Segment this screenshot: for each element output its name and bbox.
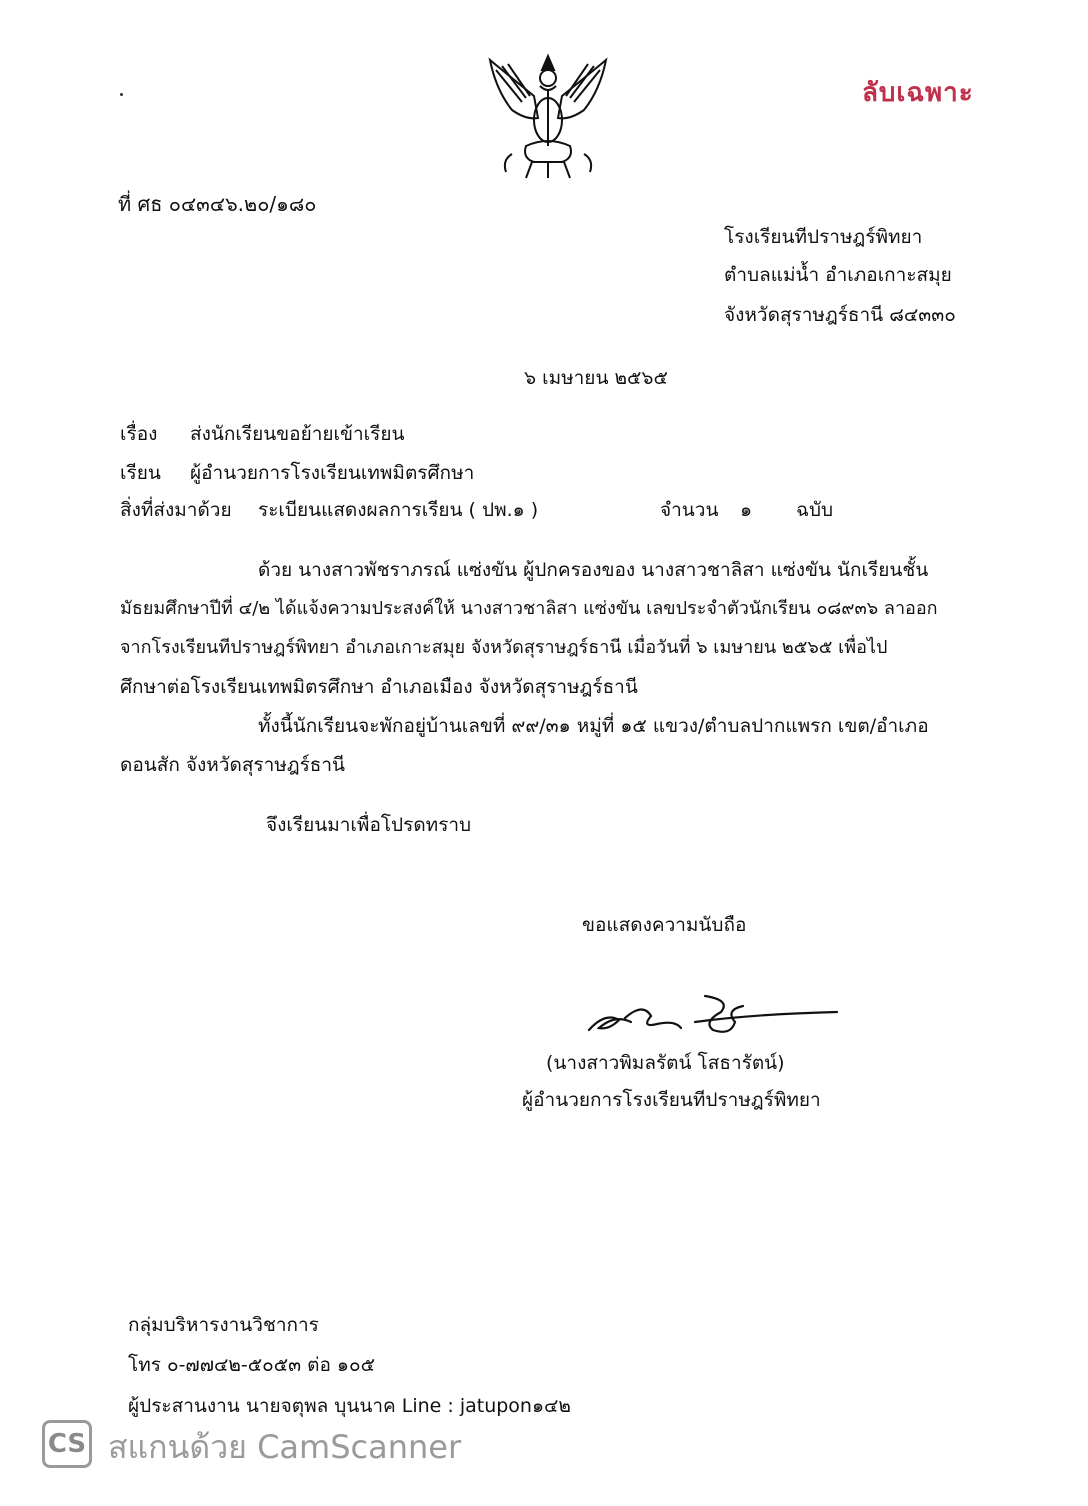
scan-speck — [120, 93, 123, 96]
body-paragraph-2-line-1: ทั้งนี้นักเรียนจะพักอยู่บ้านเลขที่ ๙๙/๓๑ หมู่ที่ ๑๕ แขวง/ตำบลปากแพรก เขต/อำเภอ — [258, 715, 929, 737]
enclosure-count-label: จำนวน — [660, 499, 719, 521]
subject-text: ส่งนักเรียนขอย้ายเข้าเรียน — [190, 423, 405, 445]
body-paragraph-1-line-4: ศึกษาต่อโรงเรียนเทพมิตรศึกษา อำเภอเมือง จังหวัดสุราษฎร์ธานี — [120, 676, 638, 698]
closing-line: จึงเรียนมาเพื่อโปรดทราบ — [266, 814, 472, 836]
enclosure-unit: ฉบับ — [796, 499, 834, 521]
document-number: ที่ ศธ ๐๔๓๔๖.๒๐/๑๘๐ — [118, 192, 317, 216]
regards: ขอแสดงความนับถือ — [582, 914, 747, 936]
footer-coordinator: ผู้ประสานงาน นายจตุพล บุนนาค Line : jatupon๑๔๒ — [128, 1395, 571, 1417]
garuda-emblem-icon — [482, 50, 614, 182]
signer-name: (นางสาวพิมลรัตน์ โสธารัตน์) — [546, 1052, 785, 1074]
camscanner-watermark: สแกนด้วย CamScanner — [108, 1428, 462, 1466]
camscanner-logo-icon: CS — [42, 1420, 92, 1468]
body-paragraph-1-line-2: มัธยมศึกษาปีที่ ๔/๒ ได้แจ้งความประสงค์ให้ นางสาวชาลิสา แซ่งขัน เลขประจำตัวนักเรียน ๐๘๙๓๖ ลาออก — [120, 598, 938, 619]
sender-address-line-2: ตำบลแม่น้ำ อำเภอเกาะสมุย — [724, 264, 952, 286]
enclosure-text: ระเบียนแสดงผลการเรียน ( ปพ.๑ ) — [258, 499, 539, 521]
enclosure-label: สิ่งที่ส่งมาด้วย — [120, 499, 232, 521]
sender-address-line-3: จังหวัดสุราษฎร์ธานี ๘๔๓๓๐ — [724, 304, 956, 326]
body-paragraph-1-line-3: จากโรงเรียนทีปราษฎร์พิทยา อำเภอเกาะสมุย จังหวัดสุราษฎร์ธานี เมื่อวันที่ ๖ เมษายน ๒๕๖๕ เพื่อไป — [120, 637, 888, 658]
letter-date: ๖ เมษายน ๒๕๖๕ — [524, 367, 668, 389]
enclosure-count: ๑ — [740, 499, 753, 521]
footer-department: กลุ่มบริหารงานวิชาการ — [128, 1314, 319, 1336]
sender-address-line-1: โรงเรียนทีปราษฎร์พิทยา — [724, 226, 923, 248]
recipient-text: ผู้อำนวยการโรงเรียนเทพมิตรศึกษา — [190, 462, 475, 484]
footer-phone: โทร ๐-๗๗๔๒-๕๐๕๓ ต่อ ๑๐๕ — [128, 1354, 375, 1376]
confidential-stamp: ลับเฉพาะ — [862, 78, 974, 108]
recipient-label: เรียน — [120, 462, 161, 484]
signer-position: ผู้อำนวยการโรงเรียนทีปราษฎร์พิทยา — [522, 1089, 821, 1111]
body-paragraph-2-line-2: ดอนสัก จังหวัดสุราษฎร์ธานี — [120, 754, 346, 776]
body-paragraph-1-line-1: ด้วย นางสาวพัชราภรณ์ แซ่งขัน ผู้ปกครองของ นางสาวชาลิสา แซ่งขัน นักเรียนชั้น — [258, 559, 929, 581]
handwritten-signature — [585, 992, 845, 1040]
subject-label: เรื่อง — [120, 423, 158, 445]
